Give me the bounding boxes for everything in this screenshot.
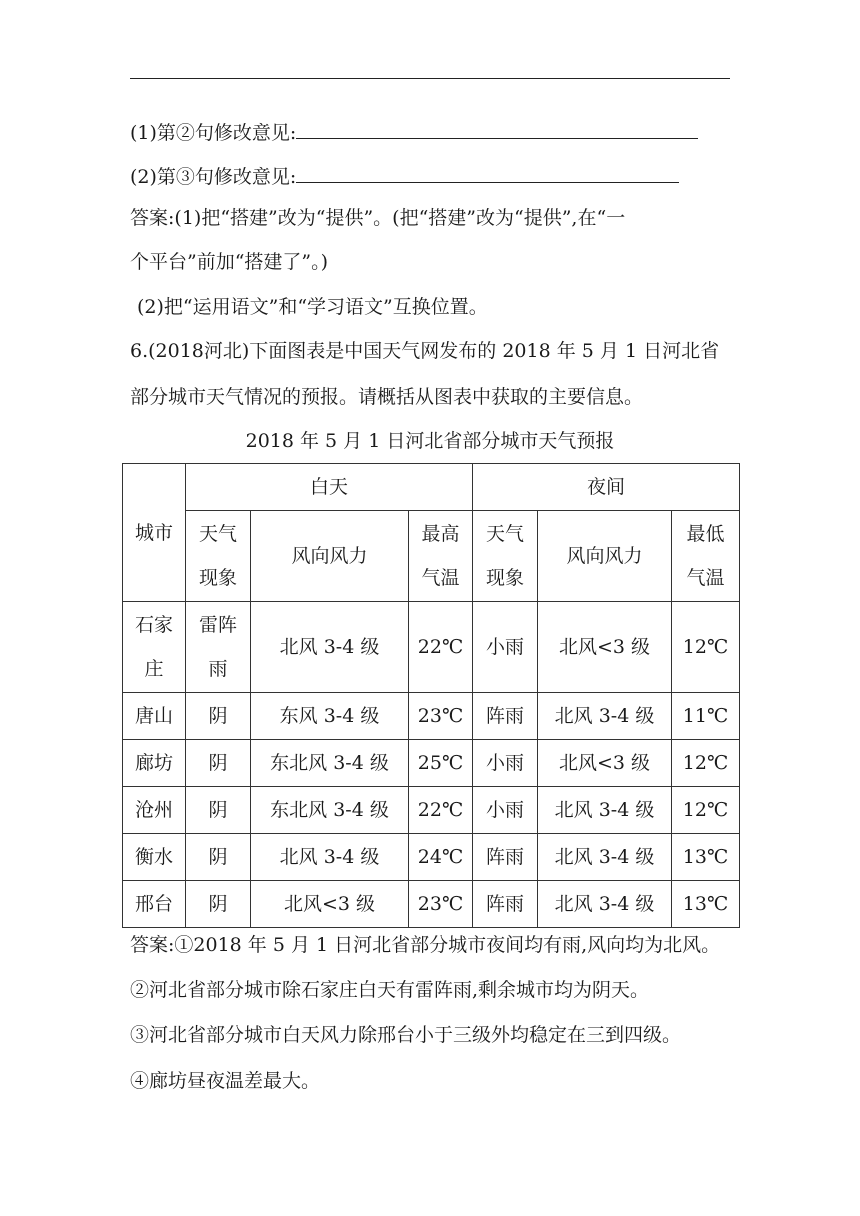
cell-min-temp: 11℃	[672, 693, 740, 740]
answer-blank-2[interactable]	[296, 164, 679, 183]
q5-answer-line-3: (2)把“运用语文”和“学习语文”互换位置。	[137, 296, 488, 318]
header-min-temp	[672, 511, 740, 602]
q6-answer-line-4: ④廊坊昼夜温差最大。	[130, 1070, 321, 1092]
cell-min-temp: 12℃	[672, 787, 740, 834]
cell-day-weather: 阴	[186, 787, 251, 834]
q6-answer-line-3: ③河北省部分城市白天风力除邢台小于三级外均稳定在三到四级。	[130, 1024, 682, 1046]
cell-city: 邢台	[123, 881, 186, 928]
q6-answer-line-2: ②河北省部分城市除石家庄白天有雷阵雨,剩余城市均为阴天。	[130, 979, 650, 1001]
cell-max-temp: 23℃	[409, 693, 473, 740]
cell-min-temp: 13℃	[672, 834, 740, 881]
table-row	[123, 881, 740, 928]
cell-day-weather-bottom: 雨	[208, 658, 228, 680]
cell-city: 沧州	[123, 787, 186, 834]
cell-day-wind: 北风 3-4 级	[251, 834, 409, 881]
cell-day-wind: 北风<3 级	[251, 881, 409, 928]
cell-night-weather: 小雨	[473, 740, 538, 787]
header-day-weather-top: 天气	[198, 523, 237, 545]
cell-min-temp: 12℃	[672, 740, 740, 787]
cell-max-temp: 24℃	[409, 834, 473, 881]
cell-night-weather: 阵雨	[473, 834, 538, 881]
header-max-temp	[409, 511, 473, 602]
header-night-weather-top: 天气	[486, 523, 525, 545]
header-day-wind: 风向风力	[251, 511, 409, 602]
q6-answer-line-1: 答案:①2018 年 5 月 1 日河北省部分城市夜间均有雨,风向均为北风。	[130, 934, 721, 956]
cell-day-weather-top: 雷阵	[198, 614, 237, 636]
header-night-weather	[473, 511, 538, 602]
cell-min-temp: 13℃	[672, 881, 740, 928]
q5-item-1-label: (1)第②句修改意见:	[130, 122, 297, 144]
cell-night-weather: 小雨	[473, 787, 538, 834]
cell-day-weather: 阴	[186, 740, 251, 787]
cell-max-temp: 23℃	[409, 881, 473, 928]
cell-night-wind: 北风<3 级	[538, 602, 672, 693]
cell-day-weather: 阴	[186, 834, 251, 881]
cell-day-wind: 东风 3-4 级	[251, 693, 409, 740]
cell-day-weather: 阴	[186, 693, 251, 740]
cell-night-wind: 北风 3-4 级	[538, 787, 672, 834]
q5-item-2-label: (2)第③句修改意见:	[130, 166, 297, 188]
header-night-wind: 风向风力	[538, 511, 672, 602]
header-min-temp-bottom: 气温	[686, 567, 725, 589]
table-row	[123, 787, 740, 834]
cell-max-temp: 25℃	[409, 740, 473, 787]
cell-night-wind: 北风 3-4 级	[538, 693, 672, 740]
cell-city: 唐山	[123, 693, 186, 740]
table-header-row-2	[123, 511, 740, 602]
header-night: 夜间	[473, 464, 740, 511]
cell-night-wind: 北风<3 级	[538, 740, 672, 787]
table-row	[123, 834, 740, 881]
q5-answer-line-2: 个平台”前加“搭建了”。)	[130, 251, 329, 273]
weather-forecast-table	[122, 463, 740, 928]
cell-city: 廊坊	[123, 740, 186, 787]
table-title: 2018 年 5 月 1 日河北省部分城市天气预报	[245, 430, 615, 452]
q6-prompt-line-2: 部分城市天气情况的预报。请概括从图表中获取的主要信息。	[130, 386, 644, 408]
q5-item-1	[130, 120, 698, 143]
answer-blank-1[interactable]	[296, 120, 698, 139]
cell-night-wind: 北风 3-4 级	[538, 834, 672, 881]
header-night-weather-bottom: 现象	[486, 567, 525, 589]
cell-day-wind: 东北风 3-4 级	[251, 787, 409, 834]
cell-night-weather: 阵雨	[473, 693, 538, 740]
header-city: 城市	[123, 464, 186, 602]
cell-max-temp: 22℃	[409, 787, 473, 834]
table-row	[123, 740, 740, 787]
cell-night-weather: 小雨	[473, 602, 538, 693]
cell-day-weather: 阴	[186, 881, 251, 928]
cell-day-wind: 东北风 3-4 级	[251, 740, 409, 787]
q6-prompt-line-1: 6.(2018河北)下面图表是中国天气网发布的 2018 年 5 月 1 日河北省	[130, 340, 720, 362]
table-header-row-1	[123, 464, 740, 511]
cell-min-temp: 12℃	[672, 602, 740, 693]
header-min-temp-top: 最低	[686, 523, 725, 545]
top-divider-line	[130, 78, 730, 79]
table-row	[123, 693, 740, 740]
header-day: 白天	[186, 464, 473, 511]
cell-city-top: 石家	[134, 614, 173, 636]
header-max-temp-bottom: 气温	[421, 567, 460, 589]
q5-item-2	[130, 164, 679, 187]
table-row	[123, 602, 740, 693]
header-day-weather	[186, 511, 251, 602]
q5-answer-line-1: 答案:(1)把“搭建”改为“提供”。(把“搭建”改为“提供”,在“一	[130, 207, 626, 229]
header-day-weather-bottom: 现象	[198, 567, 237, 589]
cell-city: 衡水	[123, 834, 186, 881]
cell-night-weather: 阵雨	[473, 881, 538, 928]
cell-city	[123, 602, 186, 693]
cell-city-bottom: 庄	[144, 658, 164, 680]
cell-max-temp: 22℃	[409, 602, 473, 693]
cell-night-wind: 北风 3-4 级	[538, 881, 672, 928]
cell-day-wind: 北风 3-4 级	[251, 602, 409, 693]
cell-day-weather	[186, 602, 251, 693]
header-max-temp-top: 最高	[421, 523, 460, 545]
